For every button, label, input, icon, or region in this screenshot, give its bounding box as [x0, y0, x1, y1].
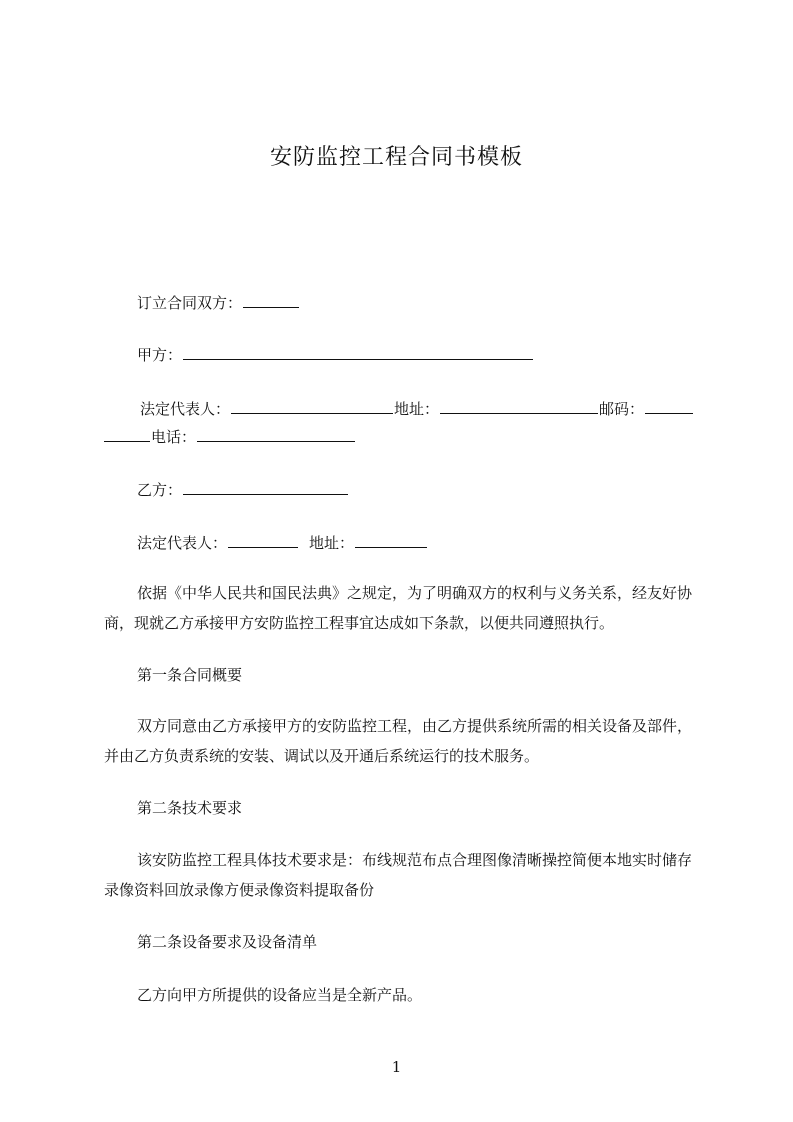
rep-b-blank[interactable] [228, 532, 298, 548]
rep-b-line [137, 532, 428, 553]
parties-label: 订立合同双方： [137, 294, 243, 312]
postcode-blank-cont[interactable] [104, 426, 150, 442]
article-2-text: 该安防监控工程具体技术要求是：布线规范布点合理图像清晰操控简便本地实时储存录像资料回放录像方便录像资料提取备份 [104, 851, 693, 899]
party-a-label: 甲方： [137, 346, 183, 364]
article-3-text: 乙方向甲方所提供的设备应当是全新产品。 [137, 986, 423, 1004]
address-b-label: 地址： [309, 534, 355, 552]
page-number: 1 [391, 1058, 402, 1076]
parties-line [137, 292, 300, 313]
article-2-title: 第二条技术要求 [137, 799, 243, 817]
phone-blank[interactable] [197, 426, 355, 442]
party-b-line [137, 479, 349, 500]
party-b-label: 乙方： [137, 481, 183, 499]
postcode-blank[interactable] [645, 398, 693, 414]
address-b-blank[interactable] [355, 532, 427, 548]
party-b-blank[interactable] [183, 479, 348, 495]
postcode-label: 邮码： [599, 400, 645, 418]
parties-blank[interactable] [243, 292, 299, 308]
article-1-title: 第一条合同概要 [137, 666, 243, 684]
party-a-line [137, 344, 534, 365]
rep-a-line [140, 398, 694, 419]
phone-line [104, 426, 356, 447]
intro-paragraph: 依据《中华人民共和国民法典》之规定，为了明确双方的权利与义务关系，经友好协商，现就乙方承接甲方安防监控工程事宜达成如下条款，以便共同遵照执行。 [104, 584, 693, 632]
rep-b-label: 法定代表人： [137, 534, 228, 552]
rep-a-label: 法定代表人： [140, 400, 231, 418]
article-3-title: 第二条设备要求及设备清单 [137, 933, 318, 951]
address-a-label: 地址： [394, 400, 440, 418]
document-title: 安防监控工程合同书模板 [269, 145, 523, 170]
address-a-blank[interactable] [440, 398, 598, 414]
rep-a-blank[interactable] [231, 398, 393, 414]
article-1-text: 双方同意由乙方承接甲方的安防监控工程，由乙方提供系统所需的相关设备及部件，并由乙方负责系统的安装、调试以及开通后系统运行的技术服务。 [104, 717, 693, 765]
phone-label: 电话： [151, 428, 197, 446]
party-a-blank[interactable] [183, 344, 533, 360]
